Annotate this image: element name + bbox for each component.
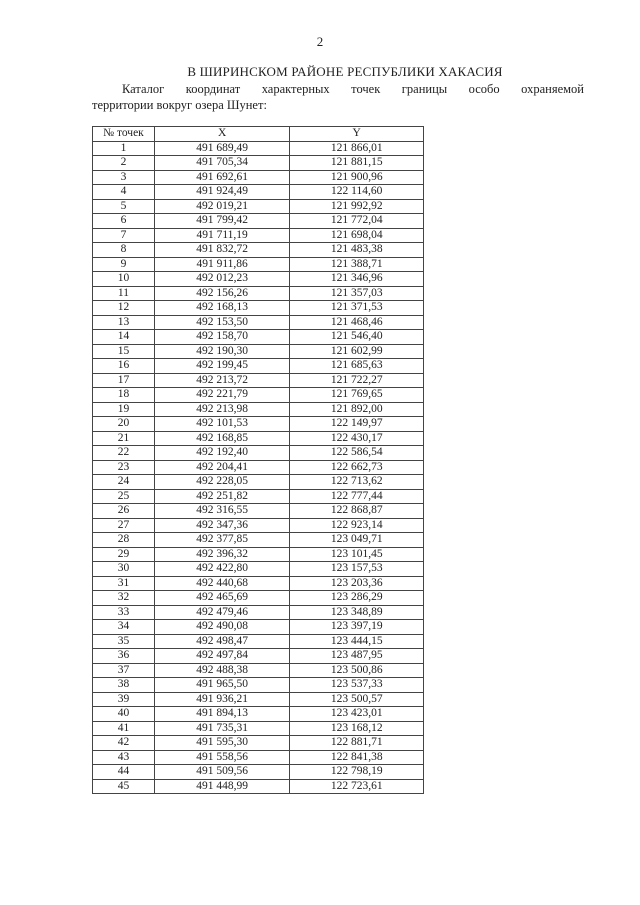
intro-line-2: территории вокруг озера Шунет: xyxy=(92,98,267,112)
table-body xyxy=(93,141,424,794)
table-row xyxy=(93,388,424,403)
cell-y: 121 722,27 xyxy=(290,373,424,388)
cell-x: 492 488,38 xyxy=(154,663,290,678)
cell-x: 492 012,23 xyxy=(154,272,290,287)
cell-y: 121 769,65 xyxy=(290,388,424,403)
cell-y: 121 546,40 xyxy=(290,330,424,345)
cell-point-number: 6 xyxy=(93,214,155,229)
cell-x: 492 316,55 xyxy=(154,504,290,519)
table-row xyxy=(93,272,424,287)
table-row xyxy=(93,257,424,272)
cell-x: 491 448,99 xyxy=(154,779,290,794)
table-row xyxy=(93,533,424,548)
cell-x: 491 689,49 xyxy=(154,141,290,156)
table-row xyxy=(93,185,424,200)
cell-point-number: 5 xyxy=(93,199,155,214)
cell-x: 492 440,68 xyxy=(154,576,290,591)
cell-point-number: 36 xyxy=(93,649,155,664)
cell-point-number: 33 xyxy=(93,605,155,620)
cell-point-number: 44 xyxy=(93,765,155,780)
cell-point-number: 39 xyxy=(93,692,155,707)
table-header-row xyxy=(93,127,424,142)
cell-point-number: 21 xyxy=(93,431,155,446)
cell-y: 123 203,36 xyxy=(290,576,424,591)
cell-point-number: 29 xyxy=(93,547,155,562)
table-row xyxy=(93,562,424,577)
cell-y: 123 049,71 xyxy=(290,533,424,548)
cell-point-number: 15 xyxy=(93,344,155,359)
cell-y: 123 101,45 xyxy=(290,547,424,562)
cell-y: 123 487,95 xyxy=(290,649,424,664)
table-row xyxy=(93,359,424,374)
cell-y: 122 713,62 xyxy=(290,475,424,490)
table-row xyxy=(93,141,424,156)
cell-x: 492 158,70 xyxy=(154,330,290,345)
cell-point-number: 30 xyxy=(93,562,155,577)
cell-point-number: 11 xyxy=(93,286,155,301)
cell-point-number: 42 xyxy=(93,736,155,751)
cell-point-number: 12 xyxy=(93,301,155,316)
cell-x: 491 509,56 xyxy=(154,765,290,780)
cell-point-number: 23 xyxy=(93,460,155,475)
table-row xyxy=(93,286,424,301)
cell-point-number: 16 xyxy=(93,359,155,374)
cell-y: 123 500,57 xyxy=(290,692,424,707)
cell-point-number: 22 xyxy=(93,446,155,461)
cell-point-number: 27 xyxy=(93,518,155,533)
cell-x: 492 156,26 xyxy=(154,286,290,301)
document-heading: В ШИРИНСКОМ РАЙОНЕ РЕСПУБЛИКИ ХАКАСИЯ xyxy=(187,64,503,79)
cell-point-number: 24 xyxy=(93,475,155,490)
cell-point-number: 40 xyxy=(93,707,155,722)
table-row xyxy=(93,170,424,185)
cell-point-number: 17 xyxy=(93,373,155,388)
cell-point-number: 32 xyxy=(93,591,155,606)
cell-point-number: 2 xyxy=(93,156,155,171)
cell-y: 123 286,29 xyxy=(290,591,424,606)
cell-point-number: 3 xyxy=(93,170,155,185)
cell-y: 121 900,96 xyxy=(290,170,424,185)
table-row xyxy=(93,417,424,432)
cell-x: 492 199,45 xyxy=(154,359,290,374)
cell-x: 491 832,72 xyxy=(154,243,290,258)
table-row xyxy=(93,373,424,388)
coordinates-table xyxy=(92,126,424,794)
cell-y: 122 723,61 xyxy=(290,779,424,794)
table-row xyxy=(93,678,424,693)
cell-point-number: 37 xyxy=(93,663,155,678)
cell-point-number: 34 xyxy=(93,620,155,635)
cell-x: 491 595,30 xyxy=(154,736,290,751)
table-row xyxy=(93,344,424,359)
cell-x: 491 965,50 xyxy=(154,678,290,693)
cell-y: 122 586,54 xyxy=(290,446,424,461)
cell-point-number: 45 xyxy=(93,779,155,794)
cell-x: 491 894,13 xyxy=(154,707,290,722)
cell-x: 492 101,53 xyxy=(154,417,290,432)
cell-x: 492 019,21 xyxy=(154,199,290,214)
cell-point-number: 43 xyxy=(93,750,155,765)
table-row xyxy=(93,634,424,649)
table-row xyxy=(93,750,424,765)
cell-point-number: 19 xyxy=(93,402,155,417)
cell-y: 121 698,04 xyxy=(290,228,424,243)
cell-x: 492 479,46 xyxy=(154,605,290,620)
cell-x: 492 347,36 xyxy=(154,518,290,533)
cell-point-number: 8 xyxy=(93,243,155,258)
cell-x: 492 422,80 xyxy=(154,562,290,577)
table-row xyxy=(93,576,424,591)
header-x: X xyxy=(154,127,290,142)
cell-y: 121 892,00 xyxy=(290,402,424,417)
cell-x: 491 911,86 xyxy=(154,257,290,272)
table-row xyxy=(93,301,424,316)
table-row xyxy=(93,156,424,171)
cell-point-number: 38 xyxy=(93,678,155,693)
cell-y: 123 423,01 xyxy=(290,707,424,722)
cell-y: 122 841,38 xyxy=(290,750,424,765)
cell-point-number: 20 xyxy=(93,417,155,432)
cell-y: 121 772,04 xyxy=(290,214,424,229)
cell-y: 121 602,99 xyxy=(290,344,424,359)
cell-y: 122 777,44 xyxy=(290,489,424,504)
cell-point-number: 28 xyxy=(93,533,155,548)
cell-x: 492 465,69 xyxy=(154,591,290,606)
cell-y: 123 397,19 xyxy=(290,620,424,635)
cell-x: 492 168,13 xyxy=(154,301,290,316)
cell-y: 121 685,63 xyxy=(290,359,424,374)
cell-x: 492 377,85 xyxy=(154,533,290,548)
cell-y: 121 881,15 xyxy=(290,156,424,171)
cell-x: 492 396,32 xyxy=(154,547,290,562)
cell-y: 123 500,86 xyxy=(290,663,424,678)
table-row xyxy=(93,475,424,490)
cell-x: 492 190,30 xyxy=(154,344,290,359)
cell-x: 492 497,84 xyxy=(154,649,290,664)
cell-x: 492 251,82 xyxy=(154,489,290,504)
table-row xyxy=(93,649,424,664)
table-row xyxy=(93,547,424,562)
cell-y: 123 537,33 xyxy=(290,678,424,693)
intro-word: координат xyxy=(185,82,241,96)
cell-x: 491 711,19 xyxy=(154,228,290,243)
cell-x: 492 213,98 xyxy=(154,402,290,417)
table-row xyxy=(93,779,424,794)
cell-y: 123 444,15 xyxy=(290,634,424,649)
cell-y: 121 992,92 xyxy=(290,199,424,214)
cell-x: 492 204,41 xyxy=(154,460,290,475)
cell-y: 122 798,19 xyxy=(290,765,424,780)
cell-y: 122 430,17 xyxy=(290,431,424,446)
cell-x: 492 153,50 xyxy=(154,315,290,330)
table-row xyxy=(93,721,424,736)
cell-x: 492 221,79 xyxy=(154,388,290,403)
cell-y: 123 348,89 xyxy=(290,605,424,620)
cell-y: 121 346,96 xyxy=(290,272,424,287)
cell-point-number: 31 xyxy=(93,576,155,591)
cell-x: 492 213,72 xyxy=(154,373,290,388)
cell-point-number: 10 xyxy=(93,272,155,287)
cell-point-number: 25 xyxy=(93,489,155,504)
cell-y: 121 866,01 xyxy=(290,141,424,156)
intro-word: характерных xyxy=(261,82,330,96)
table-row xyxy=(93,663,424,678)
cell-x: 491 705,34 xyxy=(154,156,290,171)
table-row xyxy=(93,214,424,229)
intro-word: границы xyxy=(401,82,448,96)
table-row xyxy=(93,446,424,461)
cell-point-number: 14 xyxy=(93,330,155,345)
page-number: 2 xyxy=(316,34,324,49)
cell-point-number: 18 xyxy=(93,388,155,403)
header-y: Y xyxy=(290,127,424,142)
table-row xyxy=(93,315,424,330)
cell-y: 121 483,38 xyxy=(290,243,424,258)
cell-y: 121 371,53 xyxy=(290,301,424,316)
cell-point-number: 7 xyxy=(93,228,155,243)
intro-paragraph xyxy=(92,81,584,113)
header-point-number: № точек xyxy=(93,127,155,142)
cell-x: 492 498,47 xyxy=(154,634,290,649)
table-row xyxy=(93,605,424,620)
table-row xyxy=(93,228,424,243)
cell-y: 122 114,60 xyxy=(290,185,424,200)
intro-word: особо xyxy=(468,82,500,96)
table-row xyxy=(93,460,424,475)
table-row xyxy=(93,620,424,635)
table-row xyxy=(93,707,424,722)
intro-word: охраняемой xyxy=(521,82,584,96)
table-row xyxy=(93,736,424,751)
cell-y: 122 662,73 xyxy=(290,460,424,475)
table-row xyxy=(93,765,424,780)
cell-point-number: 1 xyxy=(93,141,155,156)
cell-point-number: 35 xyxy=(93,634,155,649)
cell-x: 492 490,08 xyxy=(154,620,290,635)
cell-x: 491 936,21 xyxy=(154,692,290,707)
cell-y: 121 388,71 xyxy=(290,257,424,272)
intro-word: Каталог xyxy=(122,82,165,96)
cell-y: 121 468,46 xyxy=(290,315,424,330)
cell-y: 122 868,87 xyxy=(290,504,424,519)
cell-y: 122 923,14 xyxy=(290,518,424,533)
cell-x: 492 192,40 xyxy=(154,446,290,461)
table-row xyxy=(93,243,424,258)
cell-x: 492 168,85 xyxy=(154,431,290,446)
cell-point-number: 13 xyxy=(93,315,155,330)
intro-line-1 xyxy=(92,81,584,97)
table-row xyxy=(93,330,424,345)
cell-y: 123 157,53 xyxy=(290,562,424,577)
cell-x: 491 692,61 xyxy=(154,170,290,185)
cell-y: 122 149,97 xyxy=(290,417,424,432)
cell-x: 491 735,31 xyxy=(154,721,290,736)
table-row xyxy=(93,489,424,504)
table-row xyxy=(93,692,424,707)
cell-point-number: 41 xyxy=(93,721,155,736)
intro-word: точек xyxy=(351,82,381,96)
cell-y: 123 168,12 xyxy=(290,721,424,736)
table-row xyxy=(93,402,424,417)
table-row xyxy=(93,431,424,446)
cell-x: 491 558,56 xyxy=(154,750,290,765)
cell-x: 492 228,05 xyxy=(154,475,290,490)
cell-x: 491 924,49 xyxy=(154,185,290,200)
table-row xyxy=(93,199,424,214)
cell-point-number: 9 xyxy=(93,257,155,272)
table-row xyxy=(93,518,424,533)
cell-x: 491 799,42 xyxy=(154,214,290,229)
cell-y: 122 881,71 xyxy=(290,736,424,751)
cell-y: 121 357,03 xyxy=(290,286,424,301)
table-row xyxy=(93,591,424,606)
table-row xyxy=(93,504,424,519)
cell-point-number: 4 xyxy=(93,185,155,200)
cell-point-number: 26 xyxy=(93,504,155,519)
